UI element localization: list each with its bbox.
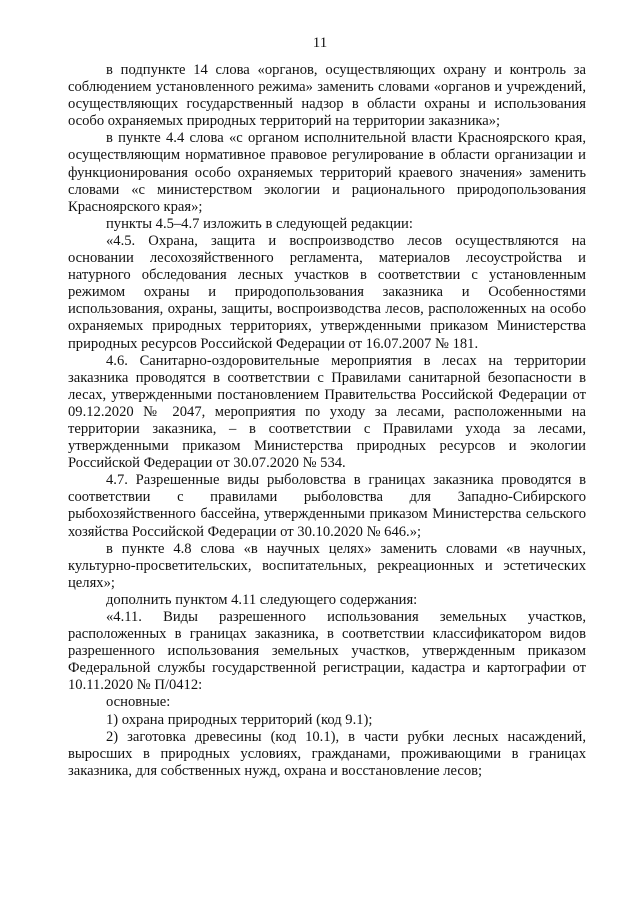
paragraph-point-4-7: 4.7. Разрешенные виды рыболовства в границах заказника проводятся в соответствии с правилами рыболовства для Западно-Сибирского рыбохозяйственного бассейна, утвержденными приказом Министерства сельского хозяйства Российской Федерации от 30.10.2020 № 646.»; <box>68 472 586 540</box>
paragraph-use-2: 2) заготовка древесины (код 10.1), в части рубки лесных насаждений, выросших в природных условиях, гражданами, проживающими в границах заказника, для собственных нужд, охрана и восстановление лесов; <box>68 728 586 779</box>
paragraph-point-4-8: в пункте 4.8 слова «в научных целях» заменить словами «в научных, культурно-просветительских, воспитательных, рекреационных и эстетических целях»; <box>68 540 586 591</box>
paragraph-point-4-11-intro: дополнить пунктом 4.11 следующего содержания: <box>106 591 418 608</box>
paragraph-main-uses-heading: основные: <box>106 694 171 711</box>
paragraph-point-4-4: в пункте 4.4 слова «с органом исполнительной власти Красноярского края, осуществляющим нормативное правовое регулирование в области организации и функционирования особо охраняемых территорий краевого значения» заменить словами «с министерством экологии и рационального природопользования Красноярского края»; <box>68 130 586 215</box>
paragraph-points-4-5-4-7-intro: пункты 4.5–4.7 изложить в следующей редакции: <box>106 215 413 232</box>
paragraph-subpoint-14: в подпункте 14 слова «органов, осуществляющих охрану и контроль за соблюдением установленного режима» заменить словами «органов и учреждений, осуществляющих государственный надзор в области охраны и использования особо охраняемых природных территорий на территории заказника»; <box>68 62 586 130</box>
paragraph-use-1: 1) охрана природных территорий (код 9.1); <box>106 711 373 728</box>
paragraph-point-4-5: «4.5. Охрана, защита и воспроизводство лесов осуществляются на основании лесохозяйственного регламента, материалов лесоустройства и натурного обследования лесных участков в соответствии с установленным режимом охраны и природопользования заказника и Особенностями использования, охраны, защиты, воспроизводства лесов, расположенных на особо охраняемых природных территориях, утвержденными приказом Министерства природных ресурсов Российской Федерации от 16.07.2007 № 181. <box>68 232 586 352</box>
page-number: 11 <box>312 35 328 51</box>
document-body <box>68 62 586 780</box>
paragraph-point-4-6: 4.6. Санитарно-оздоровительные мероприятия в лесах на территории заказника проводятся в соответствии с Правилами санитарной безопасности в лесах, утвержденными постановлением Правительства Российской Федерации от 09.12.2020 № 2047, мероприятия по уходу за лесами, расположенными на территории заказника, – в соответствии с Правилами ухода за лесами, утвержденными приказом Министерства природных ресурсов и экологии Российской Федерации от 30.07.2020 № 534. <box>68 352 586 472</box>
paragraph-point-4-11: «4.11. Виды разрешенного использования земельных участков, расположенных в границах заказника, в соответствии классификатором видов разрешенного использования земельных участков, утвержденным приказом Федеральной службы государственной регистрации, кадастра и картографии от 10.11.2020 № П/0412: <box>68 609 586 694</box>
